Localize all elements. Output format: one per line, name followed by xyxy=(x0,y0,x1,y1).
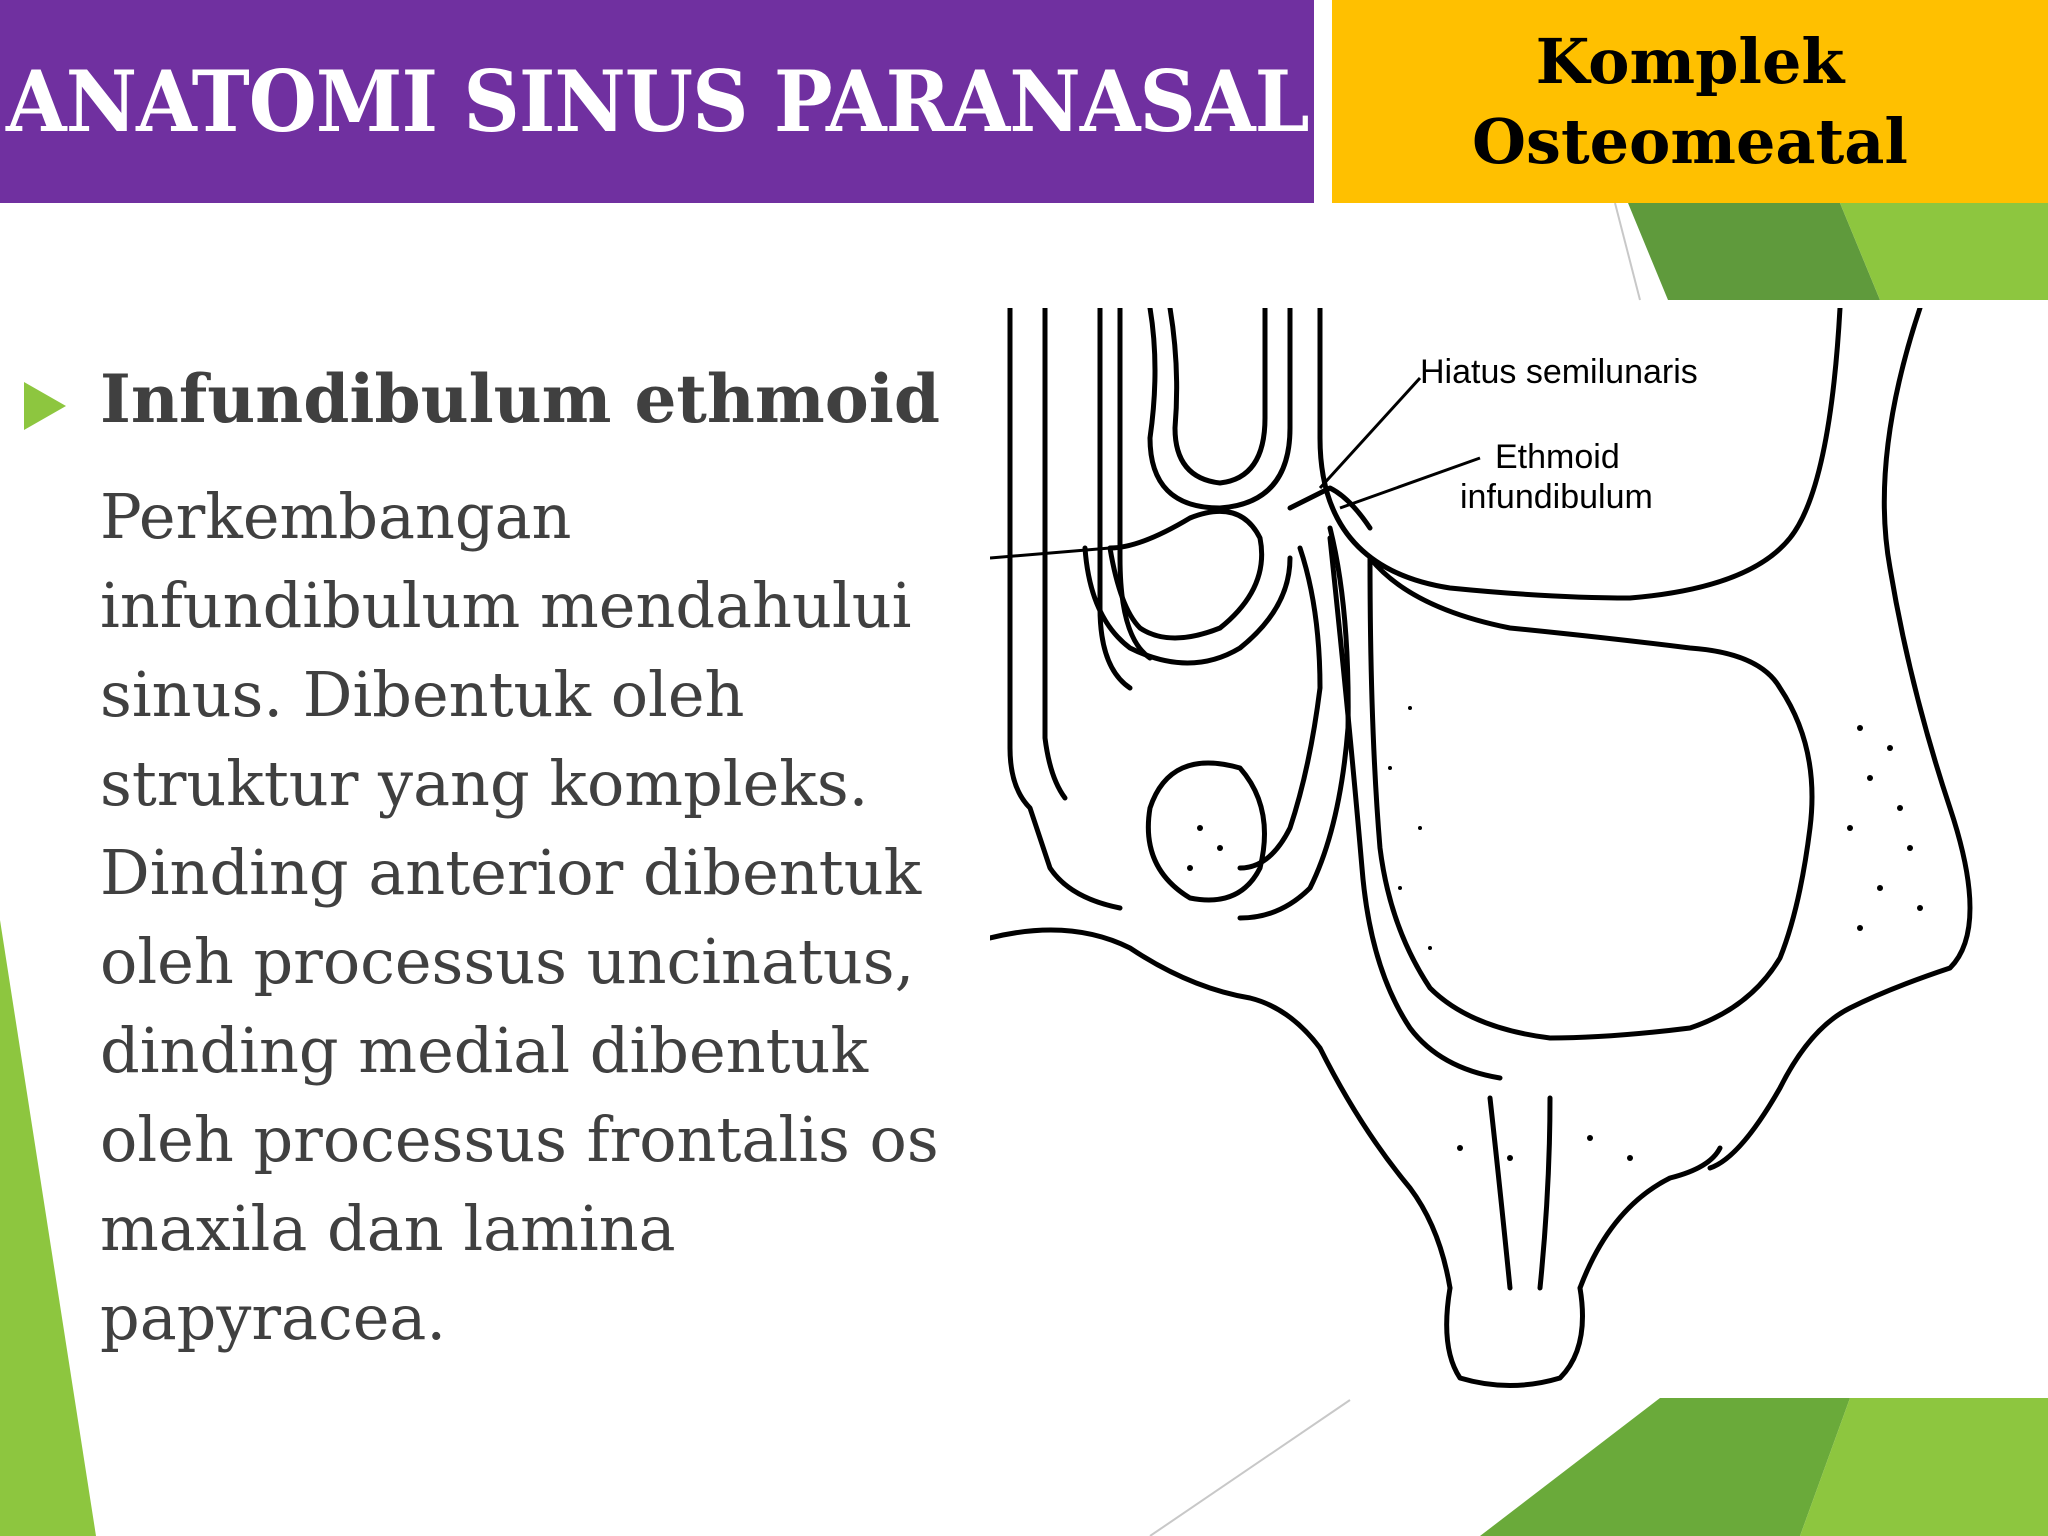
bullet-arrow-icon xyxy=(24,382,66,430)
label-hiatus-semilunaris: Hiatus semilunaris xyxy=(1420,353,1698,391)
page-title: ANATOMI SINUS PARANASAL xyxy=(5,52,1309,151)
section-tag-line-1: Komplek xyxy=(1535,24,1845,98)
section-tag xyxy=(1332,0,2048,203)
title-bar xyxy=(0,0,1314,203)
anatomy-drawing xyxy=(990,308,2048,1398)
label-ethmoid: Ethmoid xyxy=(1495,438,1620,476)
body-paragraph: Perkembangan infundibulum mendahului sinus. Dibentuk oleh struktur yang kompleks. Dinding anterior dibentuk oleh processus uncinatus, dinding medial dibentuk oleh processus frontalis os maxila dan lamina papyracea. xyxy=(100,480,939,1354)
label-infundibulum: infundibulum xyxy=(1460,478,1653,516)
bullet-heading: Infundibulum ethmoid xyxy=(100,360,940,438)
section-tag-line-2: Osteomeatal xyxy=(1472,104,1908,178)
anatomy-diagram xyxy=(990,308,2048,1398)
